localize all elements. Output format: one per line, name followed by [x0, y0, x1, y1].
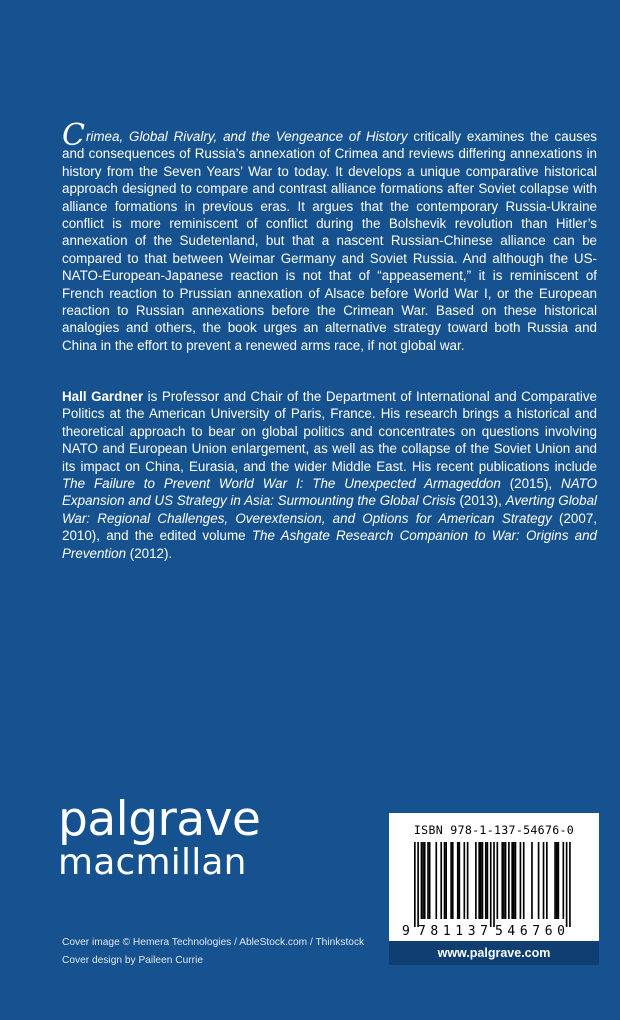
blurb-text: critically examines the causes and consequences of Russia’s annexation of Crimea and reviews differing annexations in history from the Seven Years’ War to today. It develops a unique comparative historical approach designed to compare and contrast alliance formations after Soviet collapse with alliance formations in previous eras. It argues that the contemporary Russia-Ukraine conflict is more reminiscent of conflict during the Bolshevik revolution than Hitler’s annexation of the Sudetenland, but that a nascent Russian-Chinese alliance can be compared to that between Weimar Germany and Soviet Russia. And although the US-NATO-European-Japanese reaction is not that of “appeasement,” it is reminiscent of French reaction to Prussian annexation of Alsace before World War I, or the European reaction to Russian annexations before the Crimean War. Based on these historical analogies and others, the book urges an alternative strategy toward both Russia and China in the effort to prevent a renewed arms race, if not global war. — [62, 129, 597, 353]
barcode-bar — [427, 842, 429, 919]
barcode-bar — [554, 842, 556, 919]
barcode-guard-bar — [566, 842, 568, 927]
barcode-bar — [497, 842, 499, 919]
barcode-bar — [513, 842, 515, 919]
barcode-bar — [558, 842, 560, 919]
barcode-bar — [421, 842, 423, 919]
barcode-bar — [543, 842, 545, 919]
bio-text-5: (2012). — [126, 545, 173, 561]
barcode-bar — [467, 842, 469, 919]
barcode-bar — [444, 842, 446, 919]
logo-line-macmillan: macmillan — [58, 842, 247, 883]
bio-text-3: (2013), — [455, 493, 506, 509]
author-bio — [62, 388, 597, 562]
barcode-guard-bar — [490, 842, 492, 927]
author-name: Hall Gardner — [62, 389, 144, 404]
barcode-bar — [459, 842, 461, 919]
barcode-bar — [503, 842, 505, 919]
barcode-bar — [511, 842, 513, 919]
barcode-bar — [478, 842, 480, 919]
publisher-url[interactable]: www.palgrave.com — [389, 941, 599, 965]
barcode-bar — [556, 842, 558, 919]
barcode-bar — [563, 842, 565, 919]
barcode-bar — [464, 842, 466, 919]
bio-text-1: is Professor and Chair of the Department of International and Comparative Politics at the American University of Paris, France. His research brings a historical and theoretical approach to bear on global politics and concentrates on questions involving NATO and European Union enlargement, as well as the collapse of the Soviet Union and its impact on China, Eurasia, and the wider Middle East. His recent publications include — [62, 389, 597, 474]
back-cover-blurb — [62, 118, 597, 354]
barcode-bar — [440, 842, 442, 919]
isbn-barcode — [389, 813, 599, 941]
barcode-bars — [414, 842, 571, 927]
barcode-bar — [520, 842, 522, 919]
barcode-bar — [523, 842, 525, 919]
publication-title-1: The Failure to Prevent World War I: The Unexpected Armageddon — [62, 476, 501, 492]
publication-title-2: NATO Expansion and US Strategy in Asia: Surmounting the Global Crisis — [62, 476, 597, 509]
isbn-label: ISBN 978-1-137-54676-0 — [413, 823, 575, 837]
barcode-bar — [487, 842, 489, 919]
book-title-italic: rimea, Global Rivalry, and the Vengeance of History — [85, 129, 408, 144]
publication-title-4: The Ashgate Research Companion to War: Origins and Prevention — [62, 528, 597, 561]
barcode-bar — [457, 842, 459, 919]
barcode-guard-bar — [569, 842, 571, 927]
barcode-bar — [538, 842, 540, 919]
barcode-bar — [422, 842, 424, 919]
barcode-bar — [501, 842, 503, 919]
ean-left-digits: 781137 — [418, 924, 488, 939]
barcode-bar — [546, 842, 548, 919]
bio-text-2: (2015), — [500, 476, 562, 492]
cover-image-credit: Cover image © Hemera Technologies / AbleStock.com / Thinkstock — [62, 937, 365, 948]
drop-cap: C — [62, 118, 85, 153]
barcode-bar — [450, 842, 452, 919]
barcode-guard-bar — [414, 842, 416, 927]
barcode-bar — [424, 842, 426, 919]
publication-title-3: Averting Global War: Regional Challenges, Overextension, and Options for American Strategy — [62, 493, 597, 526]
barcode-bar — [505, 842, 507, 919]
palgrave-macmillan-logo — [58, 792, 358, 883]
barcode-bar — [482, 842, 484, 919]
cover-design-credit: Cover design by Paileen Currie — [62, 955, 203, 966]
barcode-bar — [485, 842, 487, 919]
barcode-guard-bar — [417, 842, 419, 927]
barcode-bar — [475, 842, 477, 919]
barcode-graphic — [389, 813, 599, 941]
barcode-bar — [515, 842, 517, 919]
barcode-bar — [508, 842, 510, 919]
ean-right-digits: 546760 — [495, 924, 565, 939]
barcode-bar — [452, 842, 454, 919]
ean-first-digit: 9 — [402, 924, 410, 939]
logo-line-palgrave: palgrave — [58, 792, 261, 847]
barcode-bar — [445, 842, 447, 919]
barcode-guard-bar — [493, 842, 495, 927]
barcode-bar — [435, 842, 437, 919]
barcode-bar — [480, 842, 482, 919]
barcode-bar — [429, 842, 431, 919]
barcode-bar — [531, 842, 533, 919]
bio-text-4: (2007, 2010), and the edited volume — [62, 510, 597, 544]
cover-credits — [62, 934, 364, 970]
